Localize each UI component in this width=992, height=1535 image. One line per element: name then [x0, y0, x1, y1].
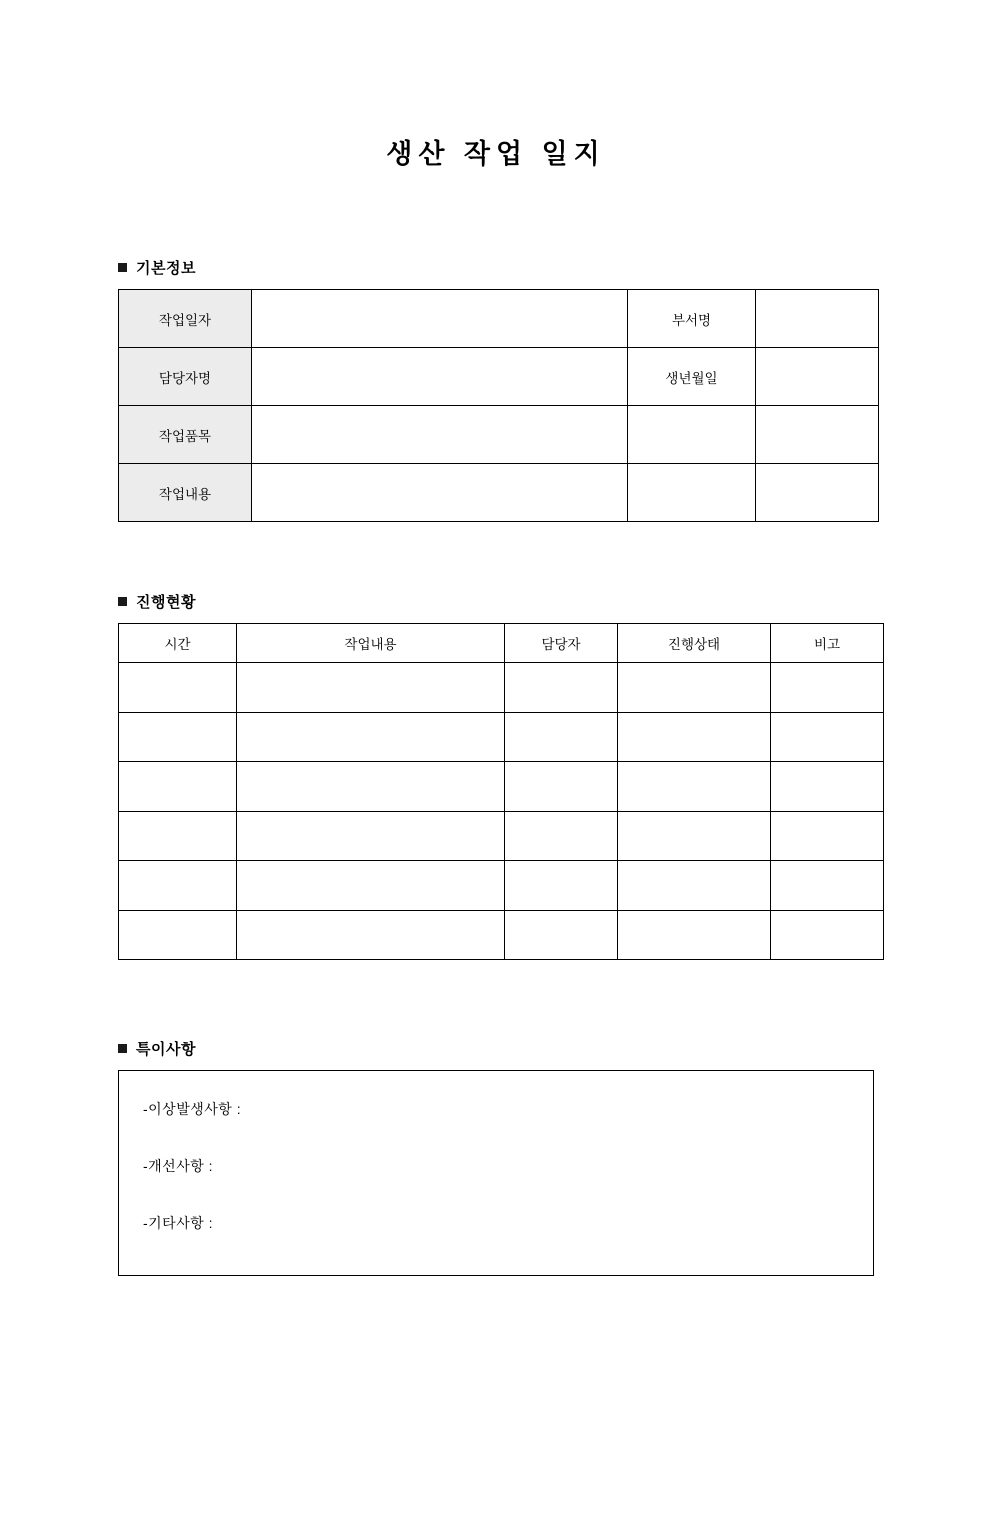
column-header-time: 시간: [119, 624, 237, 663]
table-row: [119, 712, 884, 762]
table-row: [119, 762, 884, 812]
cell-status[interactable]: [618, 811, 771, 861]
cell-status[interactable]: [618, 910, 771, 960]
cell-work-content[interactable]: [237, 762, 505, 812]
basic-label-birth-date: 생년월일: [628, 348, 756, 406]
cell-work-content[interactable]: [237, 910, 505, 960]
special-notes-box[interactable]: [118, 1070, 874, 1276]
cell-remark[interactable]: [771, 762, 884, 812]
cell-person[interactable]: [505, 811, 618, 861]
table-row: [119, 663, 884, 713]
cell-person[interactable]: [505, 663, 618, 713]
basic-extra-cell-work-content[interactable]: [628, 464, 756, 522]
cell-remark[interactable]: [771, 663, 884, 713]
cell-remark[interactable]: [771, 712, 884, 762]
basic-value-work-date[interactable]: [252, 290, 628, 348]
basic-extra-value-work-content[interactable]: [756, 464, 879, 522]
cell-work-content[interactable]: [237, 663, 505, 713]
section-progress-status: [118, 591, 874, 960]
cell-status[interactable]: [618, 663, 771, 713]
cell-person[interactable]: [505, 861, 618, 911]
cell-person[interactable]: [505, 712, 618, 762]
basic-value-person-name[interactable]: [252, 348, 628, 406]
cell-time[interactable]: [119, 762, 237, 812]
cell-person[interactable]: [505, 910, 618, 960]
cell-work-content[interactable]: [237, 861, 505, 911]
basic-value-work-content[interactable]: [252, 464, 628, 522]
table-row: [119, 910, 884, 960]
cell-time[interactable]: [119, 663, 237, 713]
basic-label-department: 부서명: [628, 290, 756, 348]
basic-extra-cell-work-item[interactable]: [628, 406, 756, 464]
note-line-abnormal: -이상발생사항 :: [143, 1101, 242, 1117]
basic-label-person-name: 담당자명: [119, 348, 252, 406]
cell-time[interactable]: [119, 712, 237, 762]
cell-time[interactable]: [119, 861, 237, 911]
note-line-other: -기타사항 :: [143, 1215, 214, 1231]
table-row: [119, 348, 879, 406]
basic-value-department[interactable]: [756, 290, 879, 348]
document-page: [0, 132, 992, 1535]
cell-time[interactable]: [119, 811, 237, 861]
progress-status-table: [118, 623, 884, 960]
cell-remark[interactable]: [771, 811, 884, 861]
section-heading-basic-info-label: 기본정보: [136, 260, 196, 277]
table-row: [119, 290, 879, 348]
cell-work-content[interactable]: [237, 811, 505, 861]
table-row: [119, 811, 884, 861]
basic-label-work-content: 작업내용: [119, 464, 252, 522]
column-header-remark: 비고: [771, 624, 884, 663]
column-header-person: 담당자: [505, 624, 618, 663]
cell-status[interactable]: [618, 861, 771, 911]
column-header-status: 진행상태: [618, 624, 771, 663]
square-bullet-icon: [118, 263, 127, 272]
square-bullet-icon: [118, 1044, 127, 1053]
section-heading-special-notes: [118, 1038, 874, 1059]
cell-person[interactable]: [505, 762, 618, 812]
cell-status[interactable]: [618, 762, 771, 812]
section-basic-info: [118, 257, 874, 522]
basic-label-work-date: 작업일자: [119, 290, 252, 348]
basic-extra-value-work-item[interactable]: [756, 406, 879, 464]
section-special-notes: [118, 1038, 874, 1276]
cell-remark[interactable]: [771, 861, 884, 911]
basic-label-work-item: 작업품목: [119, 406, 252, 464]
section-heading-progress-status-label: 진행현황: [136, 594, 196, 611]
cell-work-content[interactable]: [237, 712, 505, 762]
page-title: 생산 작업 일지: [386, 139, 606, 169]
table-header-row: [119, 624, 884, 663]
table-row: [119, 861, 884, 911]
basic-info-table: [118, 289, 879, 522]
square-bullet-icon: [118, 597, 127, 606]
basic-value-birth-date[interactable]: [756, 348, 879, 406]
note-line-improvement: -개선사항 :: [143, 1158, 214, 1174]
column-header-work-content: 작업내용: [237, 624, 505, 663]
section-heading-basic-info: [118, 257, 874, 278]
table-row: [119, 464, 879, 522]
cell-time[interactable]: [119, 910, 237, 960]
basic-value-work-item[interactable]: [252, 406, 628, 464]
section-heading-special-notes-label: 특이사항: [136, 1041, 196, 1058]
cell-status[interactable]: [618, 712, 771, 762]
table-row: [119, 406, 879, 464]
cell-remark[interactable]: [771, 910, 884, 960]
section-heading-progress-status: [118, 591, 874, 612]
